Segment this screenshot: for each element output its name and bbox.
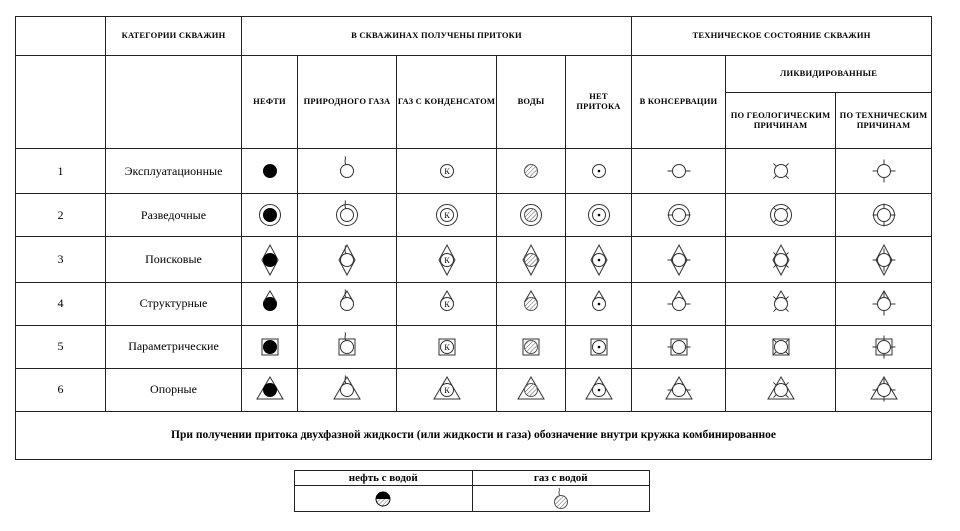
symbol-cell-water <box>497 282 566 325</box>
symbol-cell-condensate <box>397 325 497 368</box>
conservation-triangle-well-icon <box>663 372 695 408</box>
water-diamond-well-icon <box>515 242 547 278</box>
symbol-cell-water <box>497 237 566 282</box>
row-category: Параметрические <box>106 325 242 368</box>
symbol-cell-liquidated-tech <box>836 282 932 325</box>
header-conservation: В КОНСЕРВАЦИИ <box>632 56 726 149</box>
legend-oil-water-cell <box>295 486 473 512</box>
table-row <box>16 282 932 325</box>
gas-diamond-well-icon <box>331 242 363 278</box>
gas-square-well-icon <box>331 329 363 365</box>
symbol-cell-liquidated-geo <box>726 282 836 325</box>
symbol-cell-liquidated-geo <box>726 237 836 282</box>
symbol-cell-conservation <box>632 282 726 325</box>
gas-plain-well-icon <box>331 153 363 189</box>
liquidated-tech-plain-well-icon <box>868 153 900 189</box>
row-category: Опорные <box>106 368 242 411</box>
table-row <box>16 368 932 411</box>
header-blank-num <box>16 56 106 149</box>
symbol-cell-condensate <box>397 282 497 325</box>
table-row <box>16 237 932 282</box>
symbol-cell-gas <box>298 282 397 325</box>
symbol-cell-water <box>497 368 566 411</box>
symbol-cell-no-inflow <box>566 237 632 282</box>
liquidated-tech-square-well-icon <box>868 329 900 365</box>
symbol-cell-condensate <box>397 194 497 237</box>
row-category: Разведочные <box>106 194 242 237</box>
no-inflow-tip-well-icon <box>583 286 615 322</box>
liquidated-tech-tip-well-icon <box>868 286 900 322</box>
water-tip-well-icon <box>515 286 547 322</box>
symbol-cell-liquidated-tech <box>836 194 932 237</box>
no-inflow-diamond-well-icon <box>583 242 615 278</box>
symbol-cell-liquidated-tech <box>836 368 932 411</box>
no-inflow-double-well-icon <box>583 197 615 233</box>
symbol-cell-oil <box>242 149 298 194</box>
svg-text:К: К <box>443 255 450 265</box>
header-tech-state: ТЕХНИЧЕСКОЕ СОСТОЯНИЕ СКВАЖИН <box>632 17 932 56</box>
symbol-cell-water <box>497 149 566 194</box>
gas-double-well-icon <box>331 197 363 233</box>
symbol-cell-no-inflow <box>566 368 632 411</box>
header-blank-cat <box>106 56 242 149</box>
liquidated-tech-double-well-icon <box>868 197 900 233</box>
symbol-cell-oil <box>242 368 298 411</box>
symbol-cell-condensate <box>397 368 497 411</box>
row-category: Структурные <box>106 282 242 325</box>
symbol-cell-liquidated-geo <box>726 194 836 237</box>
row-number: 5 <box>16 325 106 368</box>
table-row <box>16 149 932 194</box>
conservation-double-well-icon <box>663 197 695 233</box>
symbol-cell-oil <box>242 325 298 368</box>
symbol-cell-liquidated-tech <box>836 237 932 282</box>
row-number: 1 <box>16 149 106 194</box>
row-number: 6 <box>16 368 106 411</box>
header-no-inflow: НЕТ ПРИТОКА <box>566 56 632 149</box>
gas-water-symbol-icon <box>551 487 571 511</box>
oil-diamond-well-icon <box>254 242 286 278</box>
footnote: При получении притока двухфазной жидкости (или жидкости и газа) обозначение внутри кружка комбинированное <box>16 411 932 459</box>
conservation-plain-well-icon <box>663 153 695 189</box>
header-inflows: В СКВАЖИНАХ ПОЛУЧЕНЫ ПРИТОКИ <box>242 17 632 56</box>
table-row <box>16 194 932 237</box>
symbol-cell-condensate <box>397 237 497 282</box>
svg-text:К: К <box>443 211 450 221</box>
conservation-diamond-well-icon <box>663 242 695 278</box>
symbol-cell-gas <box>298 194 397 237</box>
row-category: Эксплуатационные <box>106 149 242 194</box>
table-row <box>16 325 932 368</box>
symbol-cell-liquidated-tech <box>836 325 932 368</box>
legend-gas-water-label: газ с водой <box>472 471 650 486</box>
symbol-cell-no-inflow <box>566 282 632 325</box>
symbol-cell-no-inflow <box>566 194 632 237</box>
symbol-cell-liquidated-geo <box>726 149 836 194</box>
symbol-cell-oil <box>242 194 298 237</box>
oil-triangle-well-icon <box>254 372 286 408</box>
no-inflow-square-well-icon <box>583 329 615 365</box>
header-water: ВОДЫ <box>497 56 566 149</box>
table-body <box>16 149 932 412</box>
well-symbols-table <box>15 16 932 460</box>
symbol-cell-condensate <box>397 149 497 194</box>
water-square-well-icon <box>515 329 547 365</box>
symbol-cell-conservation <box>632 368 726 411</box>
oil-water-symbol-icon <box>373 489 393 509</box>
symbol-cell-no-inflow <box>566 325 632 368</box>
liquidated-geo-double-well-icon <box>765 197 797 233</box>
symbol-cell-gas <box>298 149 397 194</box>
condensate-tip-well-icon <box>431 286 463 322</box>
header-gas: ПРИРОДНОГО ГАЗА <box>298 56 397 149</box>
gas-tip-well-icon <box>331 286 363 322</box>
symbol-cell-liquidated-tech <box>836 149 932 194</box>
liquidated-geo-triangle-well-icon <box>765 372 797 408</box>
header-liquidated: ЛИКВИДИРОВАННЫЕ <box>726 56 932 93</box>
symbol-cell-conservation <box>632 149 726 194</box>
header-categories: КАТЕГОРИИ СКВАЖИН <box>106 17 242 56</box>
symbol-cell-gas <box>298 325 397 368</box>
oil-double-well-icon <box>254 197 286 233</box>
symbol-cell-conservation <box>632 325 726 368</box>
header-geo: ПО ГЕОЛОГИЧЕСКИМ ПРИЧИНАМ <box>726 93 836 149</box>
liquidated-geo-diamond-well-icon <box>765 242 797 278</box>
row-number: 3 <box>16 237 106 282</box>
svg-text:К: К <box>443 385 450 395</box>
condensate-diamond-well-icon <box>431 242 463 278</box>
header-oil: НЕФТИ <box>242 56 298 149</box>
liquidated-geo-square-well-icon <box>765 329 797 365</box>
condensate-triangle-well-icon <box>431 372 463 408</box>
legend-oil-water-label: нефть с водой <box>295 471 473 486</box>
symbol-cell-conservation <box>632 194 726 237</box>
symbol-cell-conservation <box>632 237 726 282</box>
no-inflow-plain-well-icon <box>583 153 615 189</box>
row-number: 2 <box>16 194 106 237</box>
water-double-well-icon <box>515 197 547 233</box>
row-category: Поисковые <box>106 237 242 282</box>
oil-square-well-icon <box>254 329 286 365</box>
conservation-square-well-icon <box>663 329 695 365</box>
oil-plain-well-icon <box>254 153 286 189</box>
row-number: 4 <box>16 282 106 325</box>
svg-text:К: К <box>443 299 450 309</box>
legend-gas-water-cell <box>472 486 650 512</box>
symbol-cell-gas <box>298 237 397 282</box>
header-condensate: ГАЗ С КОНДЕНСАТОМ <box>397 56 497 149</box>
liquidated-tech-triangle-well-icon <box>868 372 900 408</box>
oil-tip-well-icon <box>254 286 286 322</box>
svg-text:К: К <box>443 342 450 352</box>
water-triangle-well-icon <box>515 372 547 408</box>
symbol-cell-liquidated-geo <box>726 325 836 368</box>
symbol-cell-gas <box>298 368 397 411</box>
condensate-plain-well-icon <box>431 153 463 189</box>
condensate-square-well-icon <box>431 329 463 365</box>
liquidated-geo-tip-well-icon <box>765 286 797 322</box>
symbol-cell-oil <box>242 237 298 282</box>
symbol-cell-oil <box>242 282 298 325</box>
liquidated-geo-plain-well-icon <box>765 153 797 189</box>
legend-table <box>294 470 650 512</box>
symbol-cell-liquidated-geo <box>726 368 836 411</box>
header-corner <box>16 17 106 56</box>
water-plain-well-icon <box>515 153 547 189</box>
condensate-double-well-icon <box>431 197 463 233</box>
symbol-cell-water <box>497 194 566 237</box>
liquidated-tech-diamond-well-icon <box>868 242 900 278</box>
header-tech: ПО ТЕХНИЧЕСКИМ ПРИЧИНАМ <box>836 93 932 149</box>
symbol-cell-no-inflow <box>566 149 632 194</box>
svg-text:К: К <box>443 167 450 177</box>
no-inflow-triangle-well-icon <box>583 372 615 408</box>
conservation-tip-well-icon <box>663 286 695 322</box>
symbol-cell-water <box>497 325 566 368</box>
gas-triangle-well-icon <box>331 372 363 408</box>
